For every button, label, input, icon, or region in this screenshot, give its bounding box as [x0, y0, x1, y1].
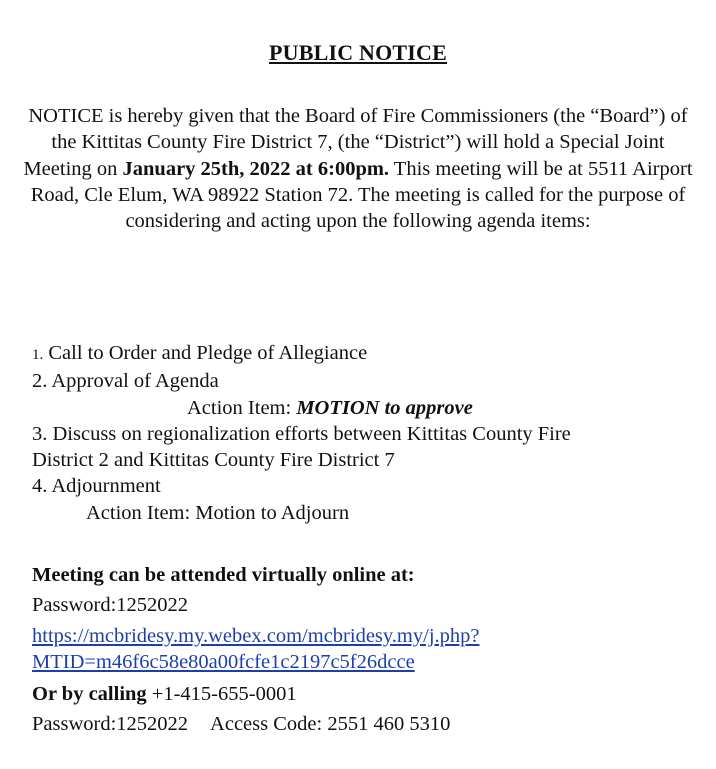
action-label: Action Item: — [187, 396, 297, 419]
agenda-item-4-action: Action Item: Motion to Adjourn — [86, 501, 350, 524]
agenda-item-1 — [32, 340, 702, 368]
calling-label: Or by calling — [32, 682, 147, 705]
calling-line — [32, 679, 702, 709]
password-line-2: Password:1252022 — [32, 712, 189, 735]
agenda-item-3-line-1: 3. Discuss on regionalization efforts between Kittitas County Fire — [32, 422, 571, 445]
intro-text-2: This meeting will be at 5511 Airport Road, Cle Elum, WA 98922 Station 72. The meeting is called for the purpose of considering and acting upon the following agenda items: — [30, 157, 693, 233]
access-line — [32, 709, 702, 739]
notice-intro — [20, 103, 696, 234]
phone-number: +1-415-655-0001 — [146, 682, 297, 705]
agenda-item-4: 4. Adjournment — [32, 475, 161, 498]
notice-title: PUBLIC NOTICE — [268, 40, 448, 65]
intro-text-1: NOTICE is hereby given that the Board of Fire Commissioners (the “Board”) of the Kittitas County Fire District 7, (the “District”) will hold a Special Joint Meeting on — [23, 105, 688, 180]
action-motion: MOTION to approve — [296, 396, 473, 419]
agenda-list — [32, 340, 702, 526]
agenda-item-2: 2. Approval of Agenda — [32, 370, 219, 393]
virtual-heading: Meeting can be attended virtually online at: — [32, 564, 415, 586]
agenda-item-1-number: 1. — [32, 347, 44, 363]
virtual-meeting-info — [32, 560, 702, 739]
webex-link[interactable] — [32, 623, 702, 675]
agenda-item-1-text: Call to Order and Pledge of Allegiance — [48, 342, 368, 364]
webex-link-line-2[interactable]: MTID=m46f6c58e80a00fcfe1c2197c5f26dcce — [32, 650, 415, 673]
password-line-1: Password:1252022 — [32, 594, 189, 617]
agenda-item-3-line-2: District 2 and Kittitas County Fire District 7 — [32, 449, 395, 472]
agenda-item-2-action — [32, 395, 702, 421]
meeting-date: January 25th, 2022 at 6:00pm. — [122, 157, 390, 180]
access-code: Access Code: 2551 460 5310 — [210, 712, 451, 735]
webex-link-line-1[interactable]: https://mcbridesy.my.webex.com/mcbridesy.my/j.php? — [32, 624, 480, 647]
